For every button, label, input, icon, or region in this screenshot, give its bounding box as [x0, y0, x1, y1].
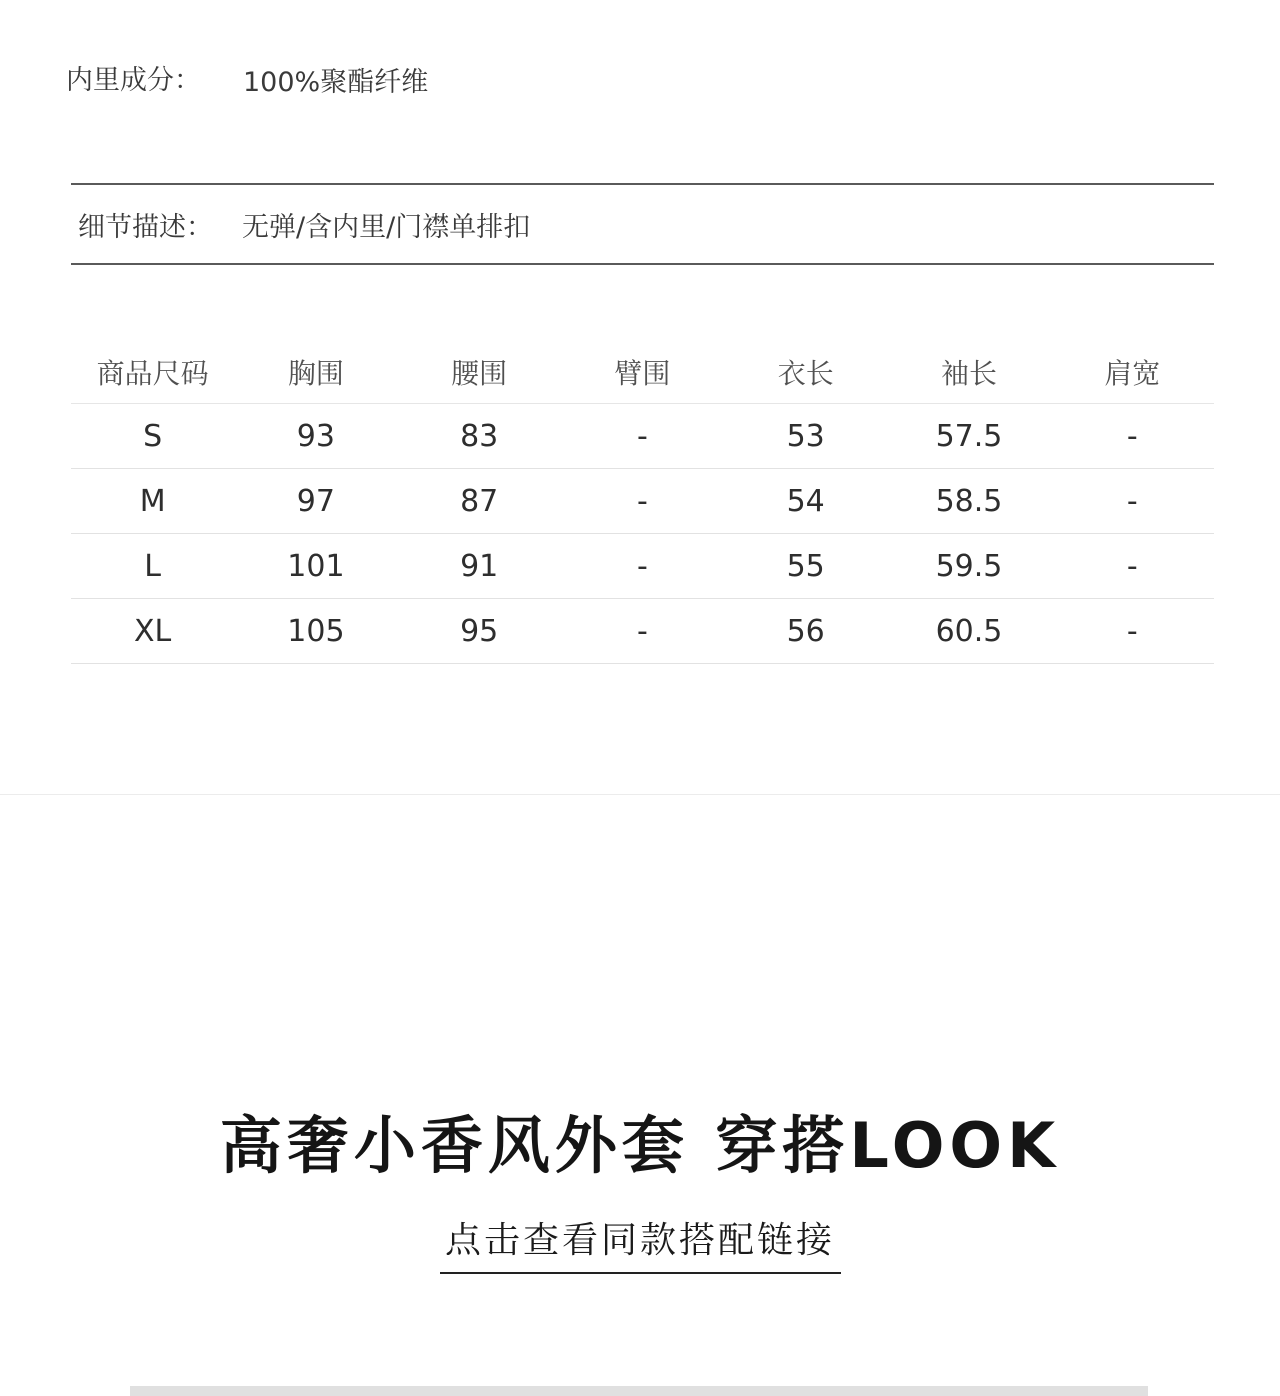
look-section-title: 高奢小香风外套 穿搭LOOK: [219, 1109, 1061, 1182]
matching-link[interactable]: 点击查看同款搭配链接: [444, 1220, 835, 1261]
next-image-edge: [130, 1386, 1148, 1396]
size-table: [71, 340, 1214, 664]
details-label: 细节描述：: [78, 212, 213, 243]
table-row: [71, 599, 1214, 664]
table-cell: 93: [296, 418, 335, 454]
table-row: [71, 534, 1214, 599]
table-cell: S: [143, 418, 163, 454]
header-cell-shoulder: 肩宽: [1104, 356, 1161, 390]
table-cell: 91: [460, 548, 499, 584]
details-top-rule: [71, 183, 1214, 185]
table-cell: -: [1126, 548, 1138, 584]
table-cell: L: [144, 548, 161, 584]
header-cell-size: 商品尺码: [96, 356, 209, 390]
header-cell-waist: 腰围: [451, 356, 508, 390]
table-cell: 105: [287, 613, 345, 649]
table-cell: -: [1126, 483, 1138, 519]
table-cell: -: [1126, 613, 1138, 649]
table-cell: 87: [460, 483, 499, 519]
lining-label: 内里成分：: [66, 65, 201, 96]
table-cell: -: [637, 418, 648, 454]
table-cell: 101: [287, 548, 345, 584]
table-cell: -: [637, 483, 648, 519]
section-divider: [0, 794, 1280, 795]
table-cell: -: [637, 548, 648, 584]
table-cell: 56: [786, 613, 825, 649]
table-cell: 53: [786, 418, 825, 454]
table-row: [71, 404, 1214, 469]
details-value: 无弹/含内里/门襟单排扣: [242, 212, 531, 243]
table-cell: -: [1126, 418, 1138, 454]
lining-value: 100%聚酯纤维: [243, 67, 429, 98]
table-cell: XL: [134, 613, 172, 649]
table-cell: 55: [786, 548, 825, 584]
header-cell-arm: 臂围: [614, 356, 671, 390]
link-underline: [440, 1272, 841, 1274]
table-row: [71, 469, 1214, 534]
table-cell: 95: [460, 613, 499, 649]
table-cell: 57.5: [935, 418, 1003, 454]
details-bottom-rule: [71, 263, 1214, 265]
header-cell-sleeve: 袖长: [940, 356, 997, 390]
header-cell-length: 衣长: [777, 356, 834, 390]
table-cell: 60.5: [935, 613, 1003, 649]
table-cell: 83: [460, 418, 499, 454]
table-cell: 58.5: [935, 483, 1003, 519]
size-table-header: [71, 340, 1214, 404]
table-cell: 97: [296, 483, 335, 519]
table-cell: -: [637, 613, 648, 649]
table-cell: 54: [786, 483, 825, 519]
table-cell: M: [139, 483, 166, 519]
header-cell-chest: 胸围: [287, 356, 344, 390]
table-cell: 59.5: [935, 548, 1003, 584]
